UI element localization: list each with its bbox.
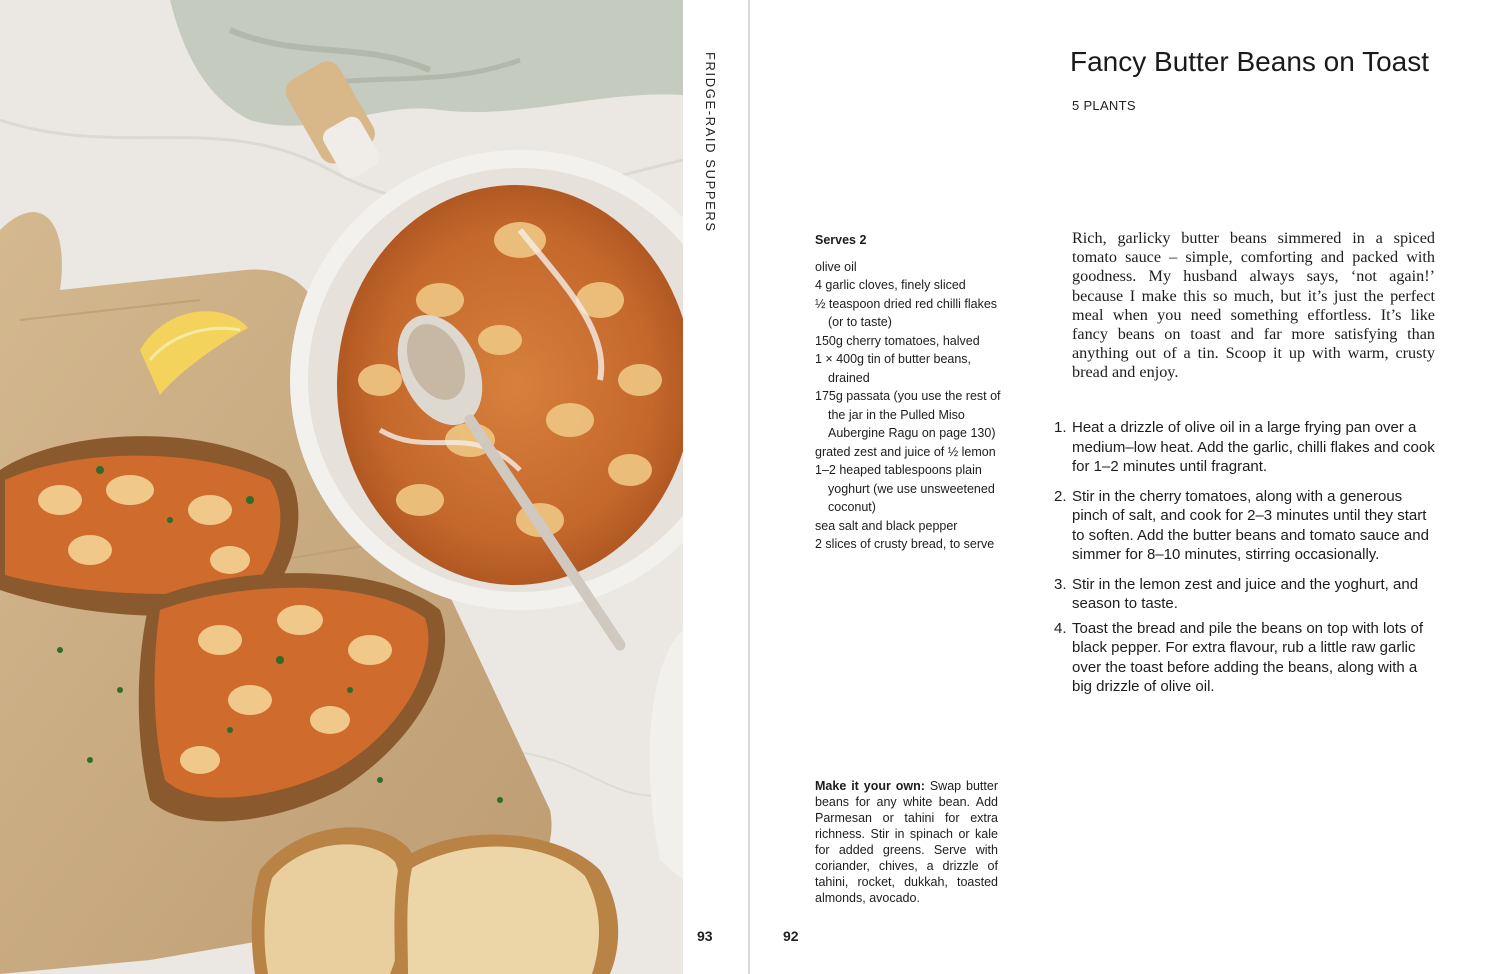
serves-label: Serves 2 [815, 233, 867, 247]
step-text: Heat a drizzle of olive oil in a large frying pan over a medium–low heat. Add the garlic, chilli flakes and cook for 1–2 minutes until fragrant. [1072, 419, 1435, 475]
method-step [1054, 487, 1439, 565]
method-steps [1054, 418, 1439, 697]
ingredient-list [815, 231, 1015, 554]
step-number: 4. [1054, 619, 1067, 637]
ingredient-item: grated zest and juice of ½ lemon [815, 444, 996, 459]
step-text: Stir in the lemon zest and juice and the yoghurt, and season to taste. [1072, 575, 1419, 612]
left-page-number: 93 [697, 928, 713, 944]
ingredient-item: 4 garlic cloves, finely sliced [815, 278, 966, 292]
recipe-title: Fancy Butter Beans on Toast [1070, 46, 1430, 77]
tip-label: Make it your own: [815, 779, 925, 793]
ingredient-item: 175g passata (you use the rest of the jar in the Pulled Miso Aubergine Ragu on page 130) [815, 389, 1001, 440]
food-photo [0, 0, 683, 974]
ingredient-item: 150g cherry tomatoes, halved [815, 333, 980, 348]
ingredient-item: 1–2 heaped tablespoons plain yoghurt (we use unsweetened coconut) [815, 463, 995, 514]
section-running-head: FRIDGE-RAID SUPPERS [703, 52, 718, 233]
ingredient-item: 1 × 400g tin of butter beans, drained [815, 352, 972, 385]
tip-text: Swap butter beans for any white bean. Add Parmesan or tahini for extra richness. Stir in spinach or kale for added greens. Serve with coriander, chives, a drizzle of tahini, rocket, dukkah, toasted almonds, avocado. [815, 779, 998, 905]
right-page-number: 92 [783, 928, 799, 944]
plants-count: 5 PLANTS [1072, 98, 1136, 113]
ingredient-item: olive oil [815, 259, 857, 274]
step-text: Toast the bread and pile the beans on top with lots of black pepper. For extra flavour, rub a little raw garlic over the toast before adding the beans, along with a big drizzle of olive oil. [1072, 619, 1424, 695]
make-it-your-own-tip [815, 778, 998, 906]
ingredient-item: ½ teaspoon dried red chilli flakes (or to taste) [815, 296, 998, 329]
step-number: 3. [1054, 575, 1067, 593]
step-number: 2. [1054, 487, 1067, 505]
step-number: 1. [1054, 419, 1067, 436]
method-step [1054, 418, 1439, 477]
recipe-intro: Rich, garlicky butter beans simmered in a spiced tomato sauce – simple, comforting and packed with goodness. My husband always says, ‘not again!’ because I make this so much, but it’s just the perfect meal when you need something effortless. It’s like fancy beans on toast and far more satisfying than anything out of a tin. Scoop it up with warm, crusty bread and enjoy. [1072, 229, 1435, 382]
method-step [1054, 575, 1439, 614]
step-text: Stir in the cherry tomatoes, along with a generous pinch of salt, and cook for 2–3 minutes until they start to soften. Add the butter beans and tomato sauce and simmer for 8–10 minutes, stirring occasionally. [1072, 487, 1429, 563]
ingredient-item: sea salt and black pepper [815, 518, 958, 533]
ingredient-item: 2 slices of crusty bread, to serve [815, 537, 995, 551]
method-step [1054, 619, 1439, 697]
